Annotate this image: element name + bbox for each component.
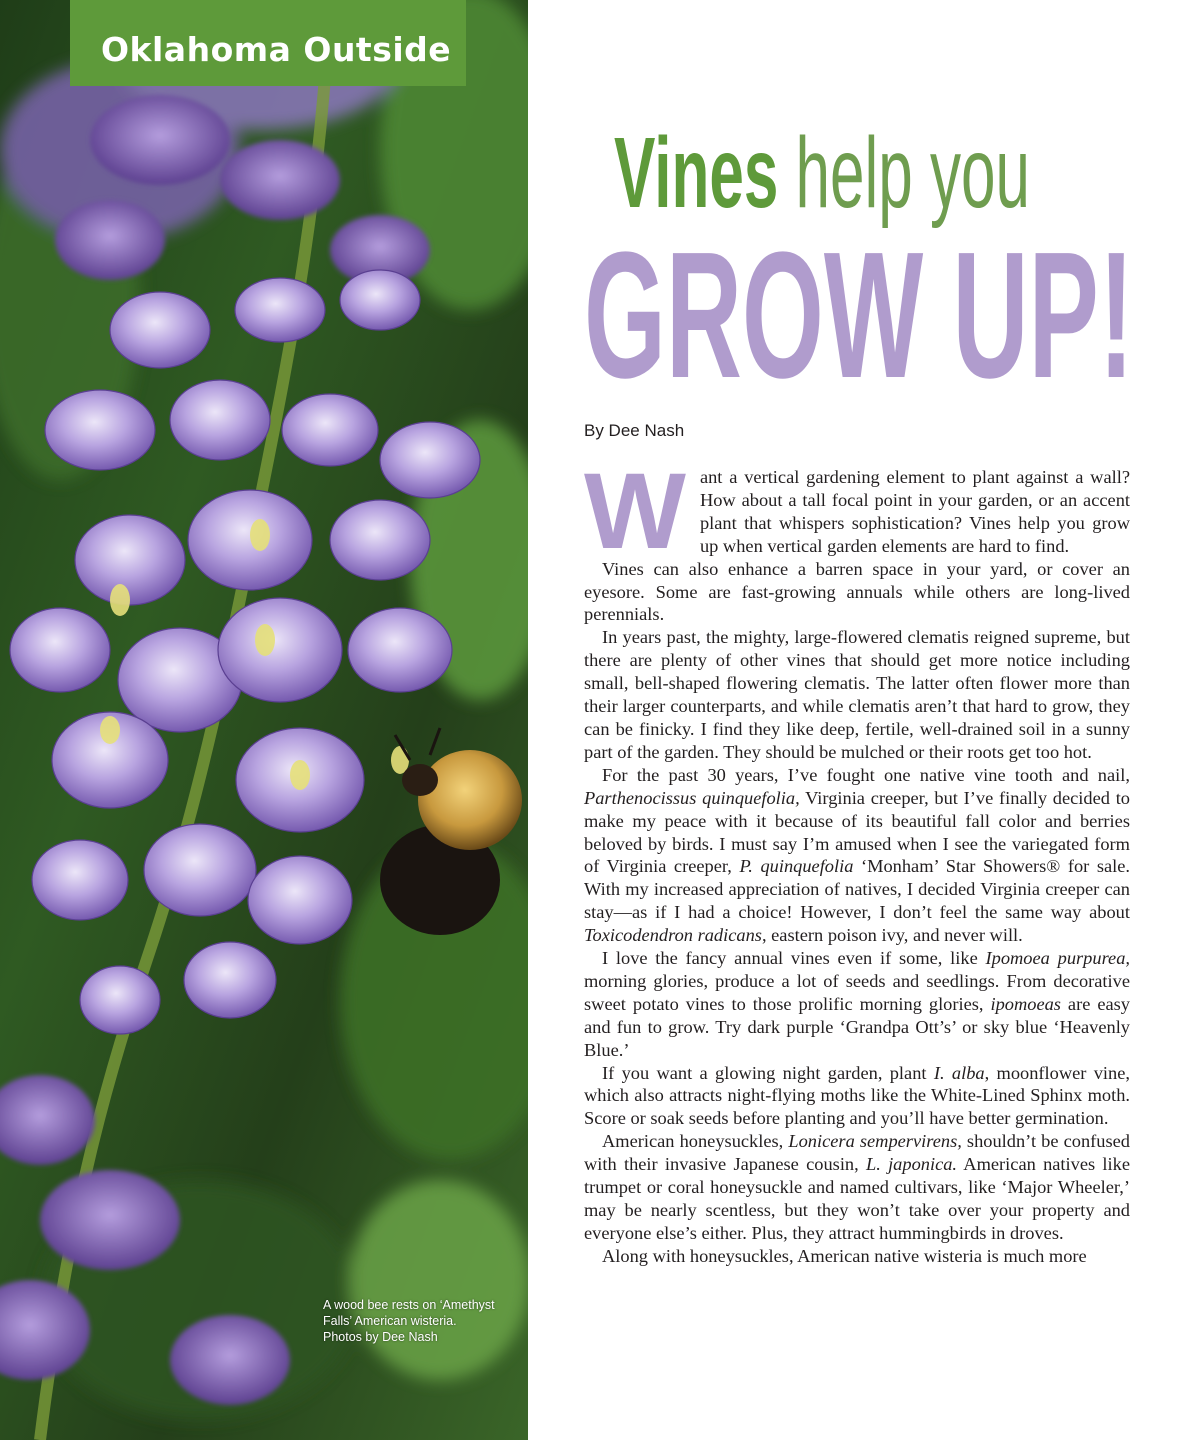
paragraph-5: [584, 947, 1130, 1062]
wisteria-photo: [0, 0, 528, 1440]
drop-cap: W: [584, 450, 686, 571]
p4-latin-2: P. quinquefolia: [739, 856, 854, 877]
p6-text-a: If you want a glowing night garden, plant: [602, 1062, 934, 1083]
p4-text-a: For the past 30 years, I’ve fought one native vine tooth and nail,: [602, 764, 1130, 785]
paragraph-3: In years past, the mighty, large-flowered clematis reigned supreme, but there are plenty of other vines that should get more notice including small, bell-shaped flowering clematis. The latter often flower more than their larger counterparts, and while clematis aren’t that hard to grow, they can be finicky. I find they like deep, fertile, well-drained soil in a sunny part of the garden. They should be mulched or their roots get too hot.: [584, 627, 1130, 762]
p7-text-b: shouldn’t be confused with their invasive Japanese cousin,: [584, 1131, 1130, 1175]
headline-vines: Vines: [614, 117, 779, 229]
p6-latin-1: I. alba: [933, 1062, 985, 1083]
p4-latin-1: Parthenocissus quinquefolia,: [584, 787, 800, 808]
caption-text: A wood bee rests on ‘Amethyst Falls’ American wisteria.: [323, 1298, 495, 1328]
section-label-text: Oklahoma Outside: [101, 30, 452, 69]
headline-help-you: help you: [778, 117, 1030, 229]
paragraph-6: [584, 1062, 1130, 1131]
p4-text-b: Virginia creeper, but I’ve finally decided to make my peace with it because of its beautiful fall color and berries beloved by birds. I must say I’m amused when I see the variegated form of Virginia creeper,: [584, 787, 1130, 877]
paragraph-1-text: ant a vertical gardening element to plant against a wall? How about a tall focal point in your garden, or an accent plant that whispers sophistication? Vines help you grow up when vertical garden elements are hard to find.: [699, 467, 1130, 556]
p6-text-b: , moonflower vine, which also attracts night-flying moths like the White-Lined Sphinx moth. Score or soak seeds before planting and you’ll have better germination.: [584, 1062, 1130, 1129]
headline-line1: [614, 117, 1030, 229]
p5-text-c: are easy and fun to grow. Try dark purple ‘Grandpa Ott’s’ or sky blue ‘Heavenly Blue.’: [584, 993, 1130, 1060]
p7-text-a: American honeysuckles,: [602, 1131, 789, 1152]
p5-text-a: I love the fancy annual vines even if some, like: [602, 948, 986, 969]
paragraph-2: Vines can also enhance a barren space in your yard, or cover an eyesore. Some are fast-growing annuals while others are long-lived perennials.: [584, 558, 1130, 625]
p4-text-d: , eastern poison ivy, and never will.: [761, 925, 1023, 946]
paragraph-8: Along with honeysuckles, American native wisteria is much more: [602, 1245, 1087, 1266]
byline: By Dee Nash: [584, 421, 685, 440]
paragraph-1: [584, 450, 1130, 571]
photo-credit: Photos by Dee Nash: [323, 1330, 438, 1344]
headline-grow-up: GROW UP!: [584, 215, 1134, 416]
p5-text-b: morning glories, produce a lot of seeds and seedlings. From decorative sweet potato vines to those prolific morning glories,: [584, 970, 1130, 1014]
p5-latin-2: ipomoeas: [990, 993, 1061, 1014]
p5-latin-1: Ipomoea purpurea,: [985, 948, 1130, 969]
photo-caption: [323, 1297, 513, 1345]
paragraph-4: [584, 764, 1130, 947]
p7-latin-1: Lonicera sempervirens,: [788, 1131, 962, 1152]
p4-latin-3: Toxicodendron radicans: [584, 925, 762, 946]
section-label: [70, 0, 466, 86]
wisteria-bee-image: [0, 0, 528, 1440]
article-body: [584, 450, 1131, 1268]
p4-text-c: ‘Monham’ Star Showers® for sale. With my increased appreciation of natives, I decided Virginia creeper can stay—as if I had a choice! However, I don’t feel the same way about: [584, 856, 1131, 923]
paragraph-7: [584, 1130, 1130, 1245]
p7-text-c: American natives like trumpet or coral honeysuckle and named cultivars, like ‘Major Wheeler,’ may be nearly scentless, but they won’t take over your property and everyone else’s either. Plus, they attract hummingbirds in droves.: [584, 1154, 1131, 1243]
p7-latin-2: L. japonica.: [865, 1154, 958, 1175]
